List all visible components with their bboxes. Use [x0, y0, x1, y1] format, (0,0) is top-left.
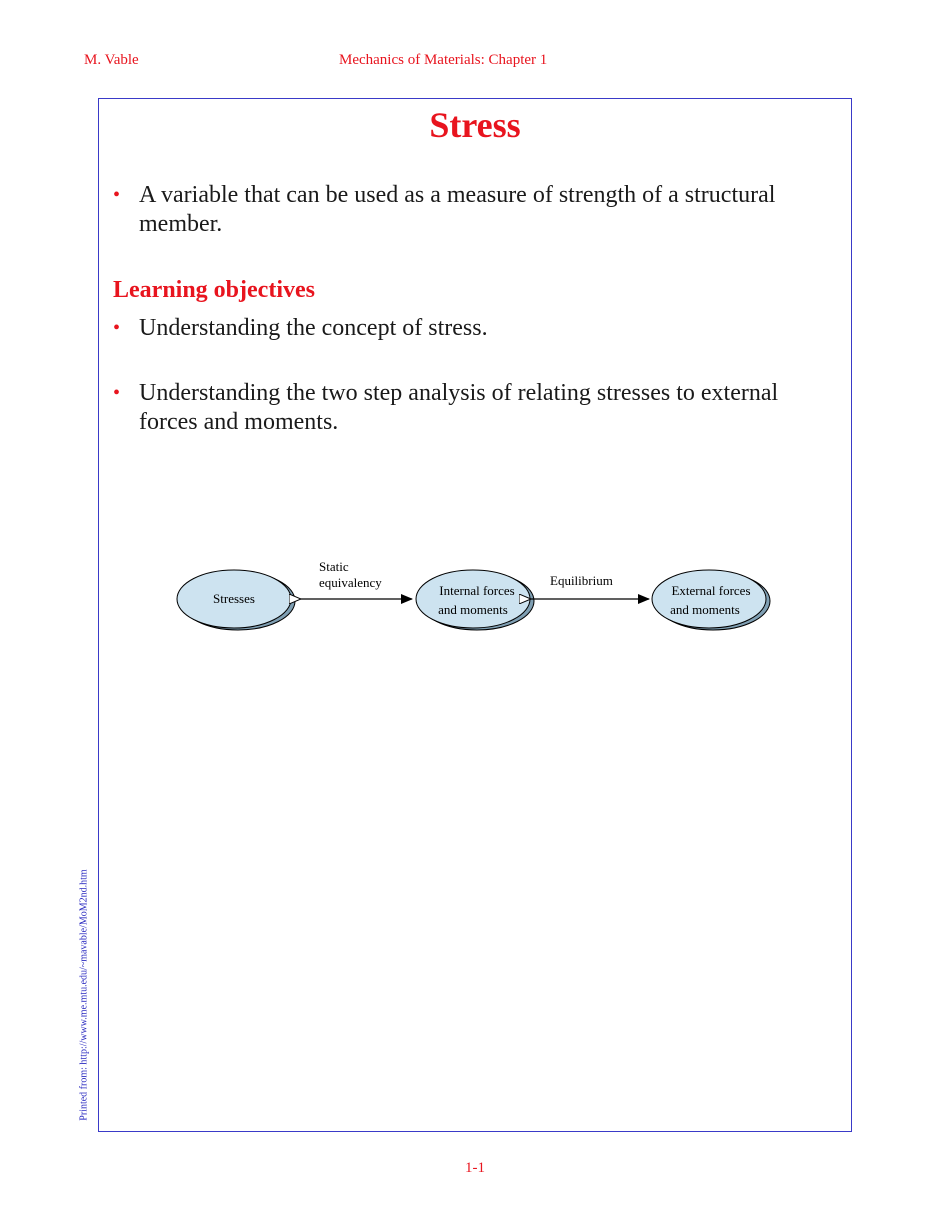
- bullet-dot: •: [113, 184, 121, 206]
- node-external-label-2: and moments: [670, 602, 740, 617]
- bullet-dot: •: [113, 382, 121, 404]
- objectives-heading: Learning objectives: [113, 277, 315, 303]
- intro-bullet-text: A variable that can be used as a measure of strength of a structural member.: [139, 182, 776, 237]
- intro-bullet: [113, 181, 813, 239]
- objective-text-1: Understanding the concept of stress.: [139, 315, 488, 341]
- objective-bullet-2: [113, 379, 813, 437]
- objective-bullet-1: [113, 314, 813, 343]
- header-author: M. Vable: [84, 52, 139, 68]
- link-static-equivalency: [300, 559, 412, 599]
- node-stresses: [177, 570, 295, 630]
- node-internal-forces: [416, 570, 534, 630]
- node-internal-label-1: Internal forces: [439, 583, 515, 598]
- stress-analysis-diagram: [159, 547, 809, 657]
- node-internal-label-2: and moments: [438, 602, 508, 617]
- link-static-label-1: Static: [319, 559, 349, 574]
- link-static-label-2: equivalency: [319, 575, 382, 590]
- page-number: 1-1: [465, 1160, 485, 1176]
- objective-text-2: Understanding the two step analysis of relating stresses to external forces and moments.: [139, 380, 779, 435]
- printed-from-note: Printed from: http://www.me.mtu.edu/~mavable/MoM2nd.htm: [78, 869, 90, 1121]
- node-external-label-1: External forces: [671, 583, 751, 598]
- page-title: Stress: [429, 105, 521, 145]
- link-equilibrium-label: Equilibrium: [550, 573, 613, 588]
- header-chapter: Mechanics of Materials: Chapter 1: [339, 52, 548, 68]
- node-stresses-label: Stresses: [213, 591, 255, 606]
- link-equilibrium: [530, 573, 649, 599]
- bullet-dot: •: [113, 317, 121, 339]
- node-external-forces: [652, 570, 770, 630]
- slide-frame: [98, 98, 852, 1132]
